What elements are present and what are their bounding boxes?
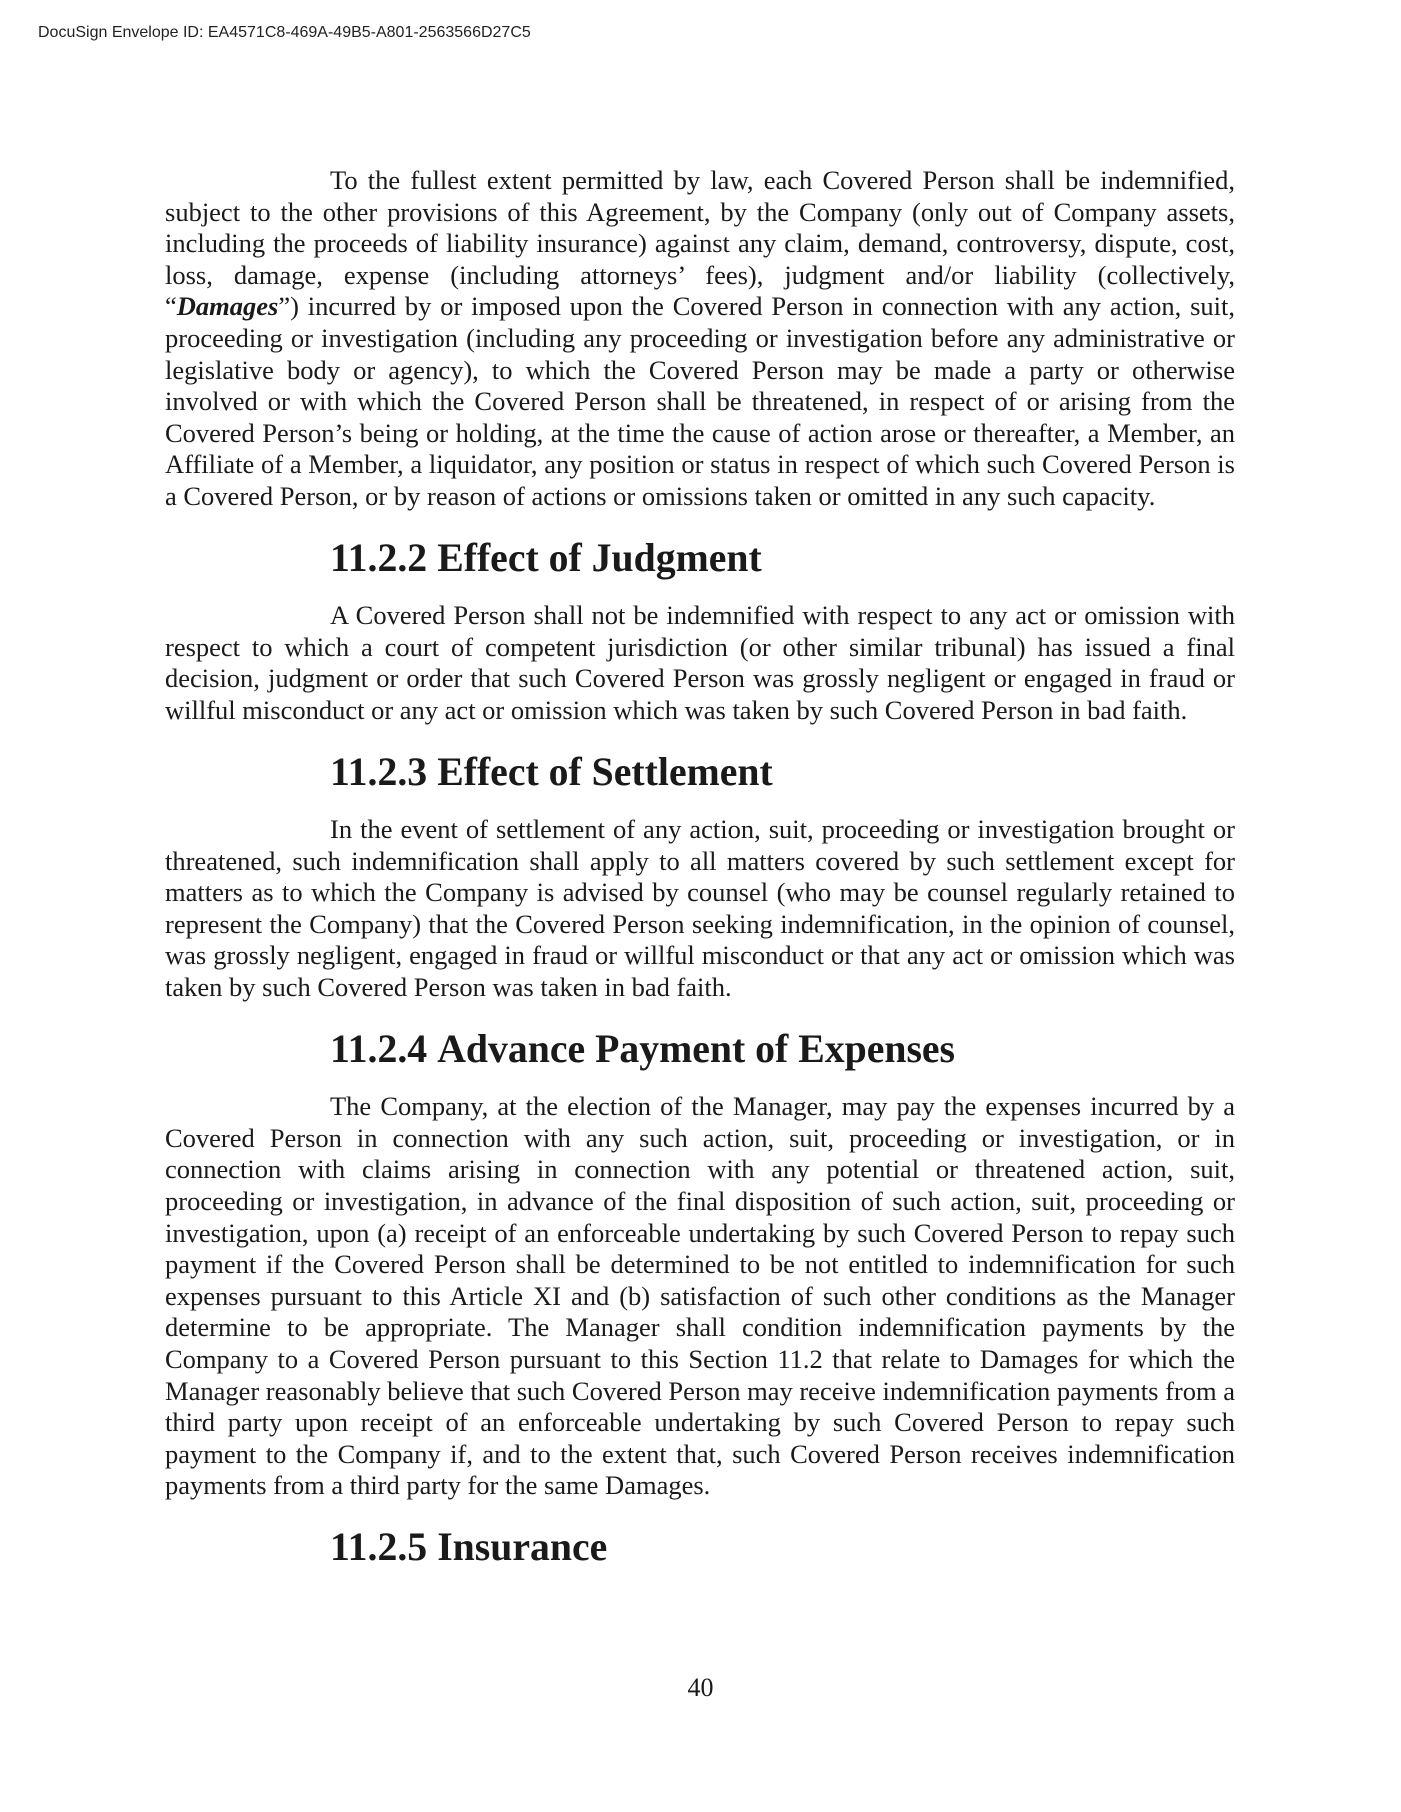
section-number: 11.2.3 (330, 749, 428, 794)
advance-payment-paragraph: The Company, at the election of the Manager, may pay the expenses incurred by a Covered Person in connection with any such action, suit, proceeding or investigation, or in connection with claims arising in connection with any potential or threatened action, suit, proceeding or investigation, in advance of the final disposition of such action, suit, proceeding or investigation, upon (a) receipt of an enforceable undertaking by such Covered Person to repay such payment if the Covered Person shall be determined to be not entitled to indemnification for such expenses pursuant to this Article XI and (b) satisfaction of such other conditions as the Manager determine to be appropriate. The Manager shall condition indemnification payments by the Company to a Covered Person pursuant to this Section 11.2 that relate to Damages for which the Manager reasonably believe that such Covered Person may receive indemnification payments from a third party upon receipt of an enforceable undertaking by such Covered Person to repay such payment to the Company if, and to the extent that, such Covered Person receives indemnification payments from a third party for the same Damages. (165, 1091, 1235, 1501)
section-heading-11-2-4 (165, 1026, 1235, 1071)
section-title: Insurance (437, 1524, 608, 1569)
section-heading-11-2-3 (165, 749, 1235, 794)
section-title: Advance Payment of Expenses (437, 1026, 956, 1071)
section-heading-11-2-5 (165, 1524, 1235, 1569)
defined-term-damages: Damages (176, 291, 279, 322)
section-number: 11.2.5 (330, 1524, 428, 1569)
indemnification-paragraph (165, 165, 1235, 513)
indemnification-text-end: ”) incurred by or imposed upon the Covered Person in connection with any action, suit, proceeding or investigation (including any proceeding or investigation before any administrative or legislative body or agency), to which the Covered Person may be made a party or otherwise involved or with which the Covered Person shall be threatened, in respect of or arising from the Covered Person’s being or holding, at the time the cause of action arose or thereafter, a Member, an Affiliate of a Member, a liquidator, any position or status in respect of which such Covered Person is a Covered Person, or by reason of actions or omissions taken or omitted in any such capacity. (165, 291, 1235, 511)
section-title: Effect of Settlement (437, 749, 773, 794)
docusign-envelope-id: DocuSign Envelope ID: EA4571C8-469A-49B5-A801-2563566D27C5 (38, 24, 531, 41)
section-heading-11-2-2 (165, 535, 1235, 580)
section-title: Effect of Judgment (437, 535, 762, 580)
section-number: 11.2.2 (330, 535, 428, 580)
indemnification-text-start: To the fullest extent permitted by law, each Covered Person shall be indemnified, subject to the other provisions of this Agreement, by the Company (only out of Company assets, including the proceeds of liability insurance) against any claim, demand, controversy, dispute, cost, loss, damage, expense (including attorneys’ fees), judgment and/or liability (collectively, “ (165, 165, 1235, 322)
effect-of-judgment-paragraph: A Covered Person shall not be indemnified with respect to any act or omission with respect to which a court of competent jurisdiction (or other similar tribunal) has issued a final decision, judgment or order that such Covered Person was grossly negligent or engaged in fraud or willful misconduct or any act or omission which was taken by such Covered Person in bad faith. (165, 600, 1235, 725)
section-number: 11.2.4 (330, 1026, 428, 1071)
page-number: 40 (687, 1673, 714, 1702)
effect-of-settlement-paragraph: In the event of settlement of any action, suit, proceeding or investigation brought or threatened, such indemnification shall apply to all matters covered by such settlement except for matters as to which the Company is advised by counsel (who may be counsel regularly retained to represent the Company) that the Covered Person seeking indemnification, in the opinion of counsel, was grossly negligent, engaged in fraud or willful misconduct or that any act or omission which was taken by such Covered Person was taken in bad faith. (165, 814, 1235, 1003)
document-body (165, 165, 1235, 1569)
